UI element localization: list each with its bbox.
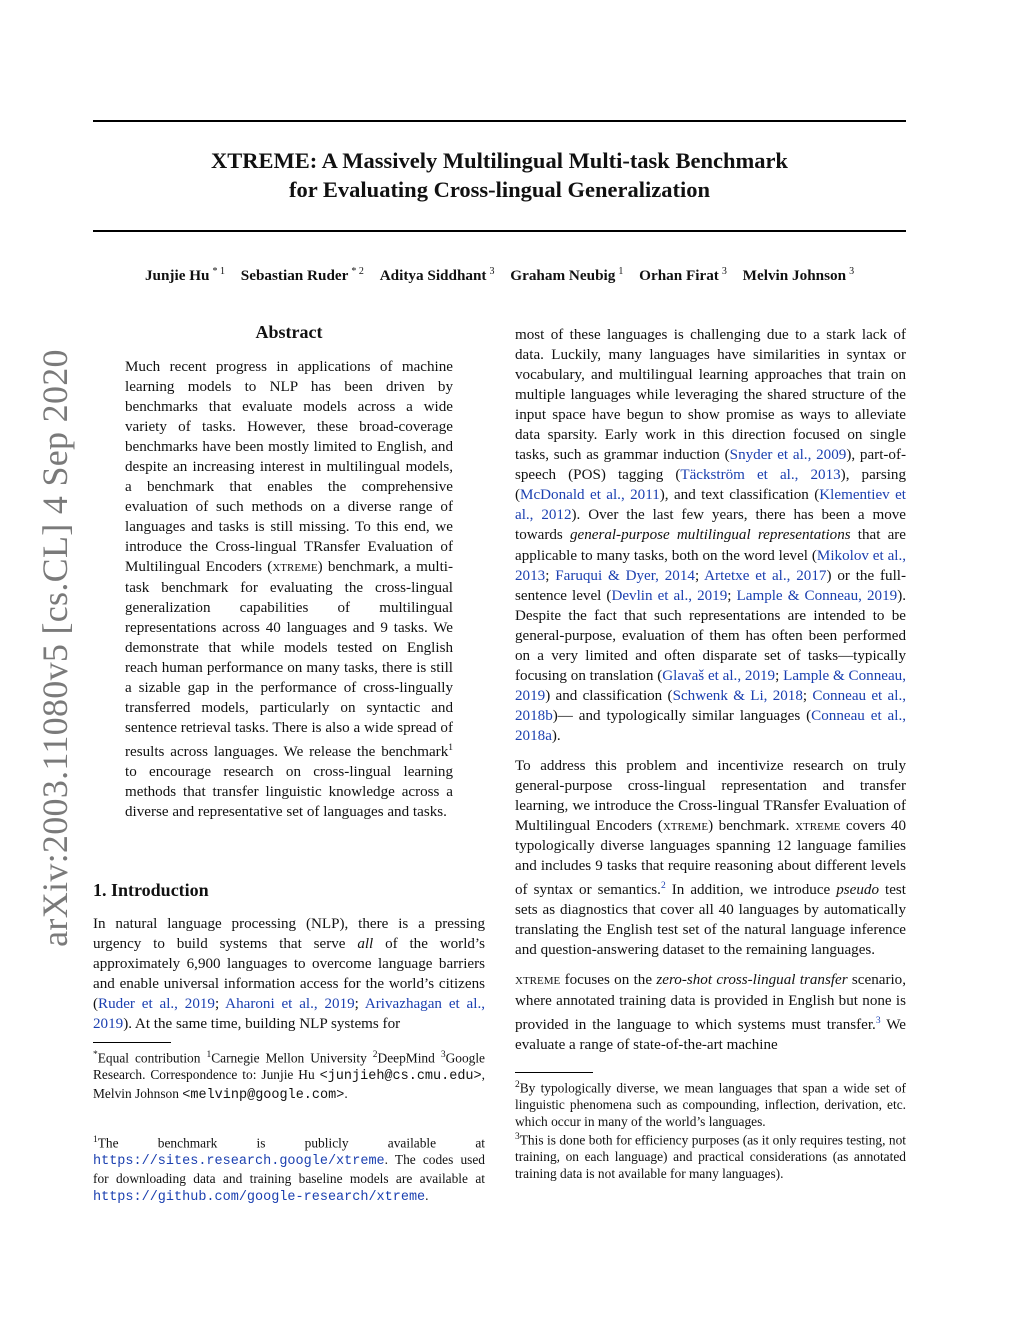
citation-link[interactable]: Conneau et al., 2018b xyxy=(515,687,906,724)
paragraph: xtreme focuses on the zero-shot cross-lingual transfer scenario, where annotated training data is provided in English but none is provided in the language to which systems must transfer.$^3$ We evaluate a range of state-of-the-art machine xyxy=(515,972,906,1053)
citation-link[interactable]: Lample & Conneau, 2019 xyxy=(515,667,906,704)
intro-paragraph: In natural language processing (NLP), there is a pressing urgency to build systems that serve all of the world’s approximately 6,900 languages to overcome language barriers and enable universal information access for the world’s citizens (Ruder et al., 2019; Aharoni et al., 2019; Arivazhagan et al., 2019). At the same time, building NLP systems for xyxy=(93,916,485,1033)
footnote-rule-left xyxy=(93,1042,171,1043)
author: Aditya Siddhant $^3$ xyxy=(379,266,495,285)
author: Graham Neubig $^1$ xyxy=(510,266,624,285)
citation-link[interactable]: Schwenk & Li, 2018 xyxy=(672,687,803,704)
author: Melvin Johnson $^3$ xyxy=(742,266,855,285)
author: Junjie Hu $^{* 1}$ xyxy=(144,266,225,285)
citation-link[interactable]: Artetxe et al., 2017 xyxy=(704,567,827,584)
paragraph: most of these languages is challenging due to a stark lack of data. Luckily, many languages have similarities in syntax or vocabulary, and multilingual learning approaches that train on multiple languages while leveraging the shared structure of the input space have begun to show promise as ways to alleviate data sparsity. Early work in this direction focused on single tasks, such as grammar induction (Snyder et al., 2009), part-of-speech (POS) tagging (Täckström et al., 2013), parsing (McDonald et al., 2011), and text classification (Klementiev et al., 2012). Over the last few years, there has been a move towards general-purpose multilingual representations that are applicable to many tasks, both on the word level (Mikolov et al., 2013; Faruqui & Dyer, 2014; Artetxe et al., 2017) or the full-sentence level (Devlin et al., 2019; Lample & Conneau, 2019). Despite the fact that such representations are intended to be general-purpose, evaluation of them has often been performed on a very limited and often disparate set of tasks—typically focusing on translation (Glavaš et al., 2019; Lample & Conneau, 2019) and classification (Schwenk & Li, 2018; Conneau et al., 2018b)— and typologically similar languages (Conneau et al., 2018a). xyxy=(515,327,907,744)
citation-link[interactable]: Snyder et al., 2009 xyxy=(729,447,847,464)
footnote-rule-right xyxy=(515,1072,593,1073)
citation-link[interactable]: Klementiev et al., 2012 xyxy=(515,487,906,524)
section-heading-introduction: 1. Introduction xyxy=(93,880,209,900)
author-list xyxy=(93,266,906,285)
citation-link[interactable]: Arivazhagan et al., 2019 xyxy=(93,996,485,1033)
url-link[interactable]: https://sites.research.google/xtreme xyxy=(93,1154,385,1170)
author: Sebastian Ruder $^{* 2}$ xyxy=(240,266,364,285)
title-bottom-rule xyxy=(93,230,906,232)
citation-link[interactable]: Devlin et al., 2019 xyxy=(611,587,728,604)
abstract-body: Much recent progress in applications of machine learning models to NLP has been driven by benchmarks that evaluate models across a wide variety of tasks. However, these broad-coverage benchmarks have been mostly limited to English, and despite an increasing interest in multilingual models, a benchmark that enables the comprehensive evaluation of such methods on a diverse range of languages and tasks is still missing. To this end, we introduce the Cross-lingual TRansfer Evaluation of Multilingual Encoders (xtreme) benchmark, a multi-task benchmark for evaluating the cross-lingual generalization capabilities of multilingual representations across 40 languages and 9 tasks. We demonstrate that while models tested on English reach human performance on many tasks, there is still a sizable gap in the performance of cross-lingually transferred models, particularly on syntactic and sentence retrieval tasks. There is also a wide spread of results across languages. We release the benchmark$^1$ to encourage research on cross-lingual learning methods that transfer linguistic knowledge across a diverse and representative set of languages and tasks. xyxy=(125,359,453,821)
url-link[interactable]: https://github.com/google-research/xtreme xyxy=(93,1190,426,1206)
citation-link[interactable]: Täckström et al., 2013 xyxy=(680,467,841,484)
paper-title xyxy=(93,146,906,204)
footnote-affiliations: *Equal contribution $^1$Carnegie Mellon University $^2$DeepMind $^3$Google Research. Correspondence to: Junjie Hu <junjieh@cs.cmu.edu>, Melvin Johnson <melvinp@google.com>. xyxy=(93,1050,485,1104)
citation-link[interactable]: Ruder et al., 2019 xyxy=(98,996,215,1013)
citation-link[interactable]: Aharoni et al., 2019 xyxy=(225,996,355,1013)
arxiv-stamp: arXiv:2003.11080v5 [cs.CL] 4 Sep 2020 xyxy=(35,349,75,947)
right-column xyxy=(515,325,906,1065)
title-line-1: XTREME: A Massively Multilingual Multi-task Benchmark xyxy=(211,148,788,173)
footnote-1: $^1$The benchmark is publicly available at https://sites.research.google/xtreme. The codes used for downloading data and training baseline models are available at https://github.com/google-research/xtreme. xyxy=(93,1135,485,1206)
author: Orhan Firat $^3$ xyxy=(639,266,727,285)
paragraph: To address this problem and incentivize research on truly general-purpose cross-lingual representation and transfer learning, we introduce the Cross-lingual TRansfer Evaluation of Multilingual Encoders (xtreme) benchmark. xtreme covers 40 typologically diverse languages spanning 12 language families and includes 9 tasks that require reasoning about different levels of syntax or semantics.$^2$ In addition, we introduce pseudo test sets as diagnostics that cover all 40 languages by automatically translating the English test set of the natural language inference and question-answering dataset to the remaining languages. xyxy=(515,757,907,959)
citation-link[interactable]: McDonald et al., 2011 xyxy=(520,487,660,504)
citation-link[interactable]: Glavaš et al., 2019 xyxy=(662,667,776,684)
abstract-heading: Abstract xyxy=(255,322,323,342)
footnote-3: $^3$This is done both for efficiency purposes (as it only requires testing, not training, on each language) and practical considerations (as annotated training data is not available for many languages). xyxy=(515,1132,906,1182)
citation-link[interactable]: Lample & Conneau, 2019 xyxy=(736,587,898,604)
top-rule xyxy=(93,120,906,122)
citation-link[interactable]: Faruqui & Dyer, 2014 xyxy=(555,567,695,584)
citation-link[interactable]: Conneau et al., 2018a xyxy=(515,707,906,744)
footnote-2: $^2$By typologically diverse, we mean languages that span a wide set of linguistic phenomena such as compounding, inflection, derivation, etc. which occur in many of the world’s languages. xyxy=(515,1080,906,1130)
title-line-2: for Evaluating Cross-lingual Generalization xyxy=(288,177,711,202)
citation-link[interactable]: Mikolov et al., 2013 xyxy=(515,547,907,584)
